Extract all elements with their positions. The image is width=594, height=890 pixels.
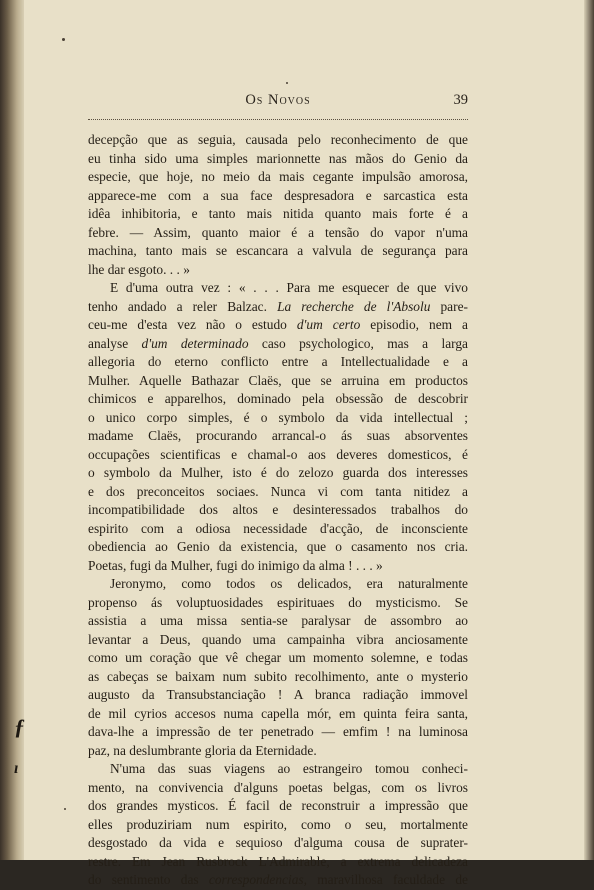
text-line — [88, 298, 468, 317]
text-line — [88, 501, 468, 520]
text-segment: idêa inhibitoria, e tanto mais nitida quanto mais forte é a — [88, 206, 468, 221]
text-segment: restre. Em Jean Rusbrock L'Admirable, a extrema delicadeza — [88, 853, 468, 869]
text-line — [88, 242, 468, 261]
text-segment: occupações scientificas e chamal-o aos deveres domesticos, é — [88, 446, 468, 462]
text-line — [88, 594, 468, 613]
text-line — [88, 187, 468, 206]
text-segment: analyse — [88, 335, 142, 351]
text-segment: mento, na convivencia d'alguns poetas belgas, com os livros — [88, 779, 468, 795]
text-line — [88, 483, 468, 502]
text-segment: propenso ás voluptuosidades espirituaes do mysticismo. Se — [88, 594, 468, 610]
text-line — [88, 649, 468, 668]
text-segment: maravilhosa faculdade de — [306, 872, 468, 887]
text-line — [88, 316, 468, 335]
text-segment: dava-lhe a impressão de ter penetrado — emfim ! na luminosa — [88, 724, 468, 739]
italic-text: correspondencias, — [208, 872, 307, 887]
text-line — [88, 575, 468, 594]
text-segment: de mil cyrios accesos numa capella mór, em quinta feira santa, — [88, 705, 468, 721]
text-segment: chimicos e apparelhos, dominado pela obsessão de descobrir — [88, 391, 468, 406]
margin-pencil-mark: ı — [14, 760, 19, 777]
text-line — [88, 224, 468, 243]
text-segment: apparece-me com a sua face despresadora e sarcastica esta — [88, 187, 468, 203]
text-segment: allegoria do eterno conflicto entre a Intellectualidade e a — [88, 354, 468, 369]
page-header — [88, 92, 468, 112]
text-line — [88, 520, 468, 539]
text-segment: Jeronymo, como todos os delicados, era naturalmente — [110, 576, 468, 591]
text-segment: o unico corpo simples, é o symbolo da vida intellectual ; — [88, 409, 468, 425]
text-segment: especie, que hoje, no meio da mais cegante impulsão amorosa, — [88, 169, 468, 184]
text-line — [88, 871, 468, 890]
italic-text: d'um certo — [296, 317, 361, 332]
paper-speck — [62, 38, 65, 41]
text-segment: ceu-me d'esta vez não o estudo — [88, 317, 297, 332]
text-segment: Poetas, fugi da Mulher, fugi do inimigo da alma ! . . . » — [88, 557, 383, 573]
text-segment: augusto da Transubstanciação ! A branca radiação immovel — [88, 687, 468, 702]
text-segment: episodio, nem a — [360, 317, 468, 332]
page-edge-shadow — [584, 0, 594, 860]
body-text — [88, 131, 468, 890]
text-segment: elles produziriam num espirito, como o seu, mortalmente — [88, 816, 468, 832]
text-segment: caso psychologico, mas a larga — [248, 335, 468, 351]
text-segment: incompatibilidade dos altos e desinteressados trabalhos do — [88, 502, 468, 517]
text-segment: do sentimento das — [88, 872, 209, 887]
text-line — [88, 668, 468, 687]
text-segment: desgostado da vida e sequioso d'alguma cousa de suprater- — [88, 835, 468, 850]
text-segment: paz, na deslumbrante gloria da Eternidade. — [88, 742, 317, 758]
paper-speck — [64, 808, 66, 810]
text-segment: E d'uma outra vez : « . . . Para me esquecer de que vivo — [110, 280, 468, 295]
text-line — [88, 686, 468, 705]
text-line — [88, 853, 468, 872]
text-segment: pare- — [430, 298, 468, 314]
text-segment: espirito com a odiosa necessidade d'acção, de inconsciente — [88, 520, 468, 536]
text-segment: as cabeças se baixam num subito recolhimento, ante o mysterio — [88, 668, 468, 684]
text-line — [88, 261, 468, 280]
text-line — [88, 446, 468, 465]
text-line — [88, 816, 468, 835]
text-line — [88, 797, 468, 816]
text-line — [88, 742, 468, 761]
text-line — [88, 464, 468, 483]
text-segment: dos grandes mysticos. É facil de reconstruir a impressão que — [88, 798, 468, 813]
text-segment: obediencia ao Genio da existencia, que o casamento nos cria. — [88, 539, 468, 554]
page-number: 39 — [453, 92, 468, 108]
running-title: Os Novos — [245, 92, 311, 108]
text-line — [88, 723, 468, 742]
italic-text: d'um determinado — [141, 335, 249, 351]
text-segment: lhe dar esgoto. . . » — [88, 261, 190, 277]
text-line — [88, 705, 468, 724]
text-segment: madame Claës, procurando arrancal-o ás suas absorventes — [88, 428, 468, 443]
text-line — [88, 353, 468, 372]
text-segment: Mulher. Aquelle Bathazar Claës, que se arruina em productos — [88, 372, 468, 388]
text-line — [88, 335, 468, 354]
text-segment: machina, tanto mais se escancara a valvula de segurança para — [88, 243, 468, 258]
text-line — [88, 612, 468, 631]
margin-pencil-mark: ƒ — [14, 714, 25, 739]
text-segment: o symbolo da Mulher, isto é do zelozo guarda dos interesses — [88, 465, 468, 480]
text-line — [88, 390, 468, 409]
text-line — [88, 131, 468, 150]
text-line — [88, 279, 468, 298]
text-line — [88, 557, 468, 576]
text-segment: febre. — Assim, quanto maior é a tensão do vapor n'uma — [88, 224, 468, 240]
text-segment: tenho andado a reler Balzac. — [88, 298, 278, 314]
text-line — [88, 427, 468, 446]
text-line — [88, 834, 468, 853]
header-rule — [88, 119, 468, 120]
text-line — [88, 372, 468, 391]
text-line — [88, 205, 468, 224]
text-line — [88, 150, 468, 169]
text-line — [88, 631, 468, 650]
text-segment: assistia a uma missa sentia-se paralysar de assombro ao — [88, 613, 468, 628]
paper-speck — [286, 82, 288, 84]
text-line — [88, 760, 468, 779]
text-segment: eu tinha sido uma simples marionnette nas mãos do Genio da — [88, 150, 468, 166]
text-segment: e dos preconceitos sociaes. Nunca vi com tanta nitidez a — [88, 483, 468, 499]
text-segment: como um coração que vê chegar um momento solemne, e todas — [88, 650, 468, 665]
text-segment: levantar a Deus, quando uma campainha vibra anciosamente — [88, 631, 468, 647]
italic-text: La recherche de l'Absolu — [277, 298, 431, 314]
text-line — [88, 168, 468, 187]
text-line — [88, 779, 468, 798]
text-line — [88, 538, 468, 557]
text-segment: N'uma das suas viagens ao estrangeiro tomou conheci- — [110, 761, 468, 776]
text-segment: decepção que as seguia, causada pelo reconhecimento de que — [88, 132, 468, 147]
text-line — [88, 409, 468, 428]
